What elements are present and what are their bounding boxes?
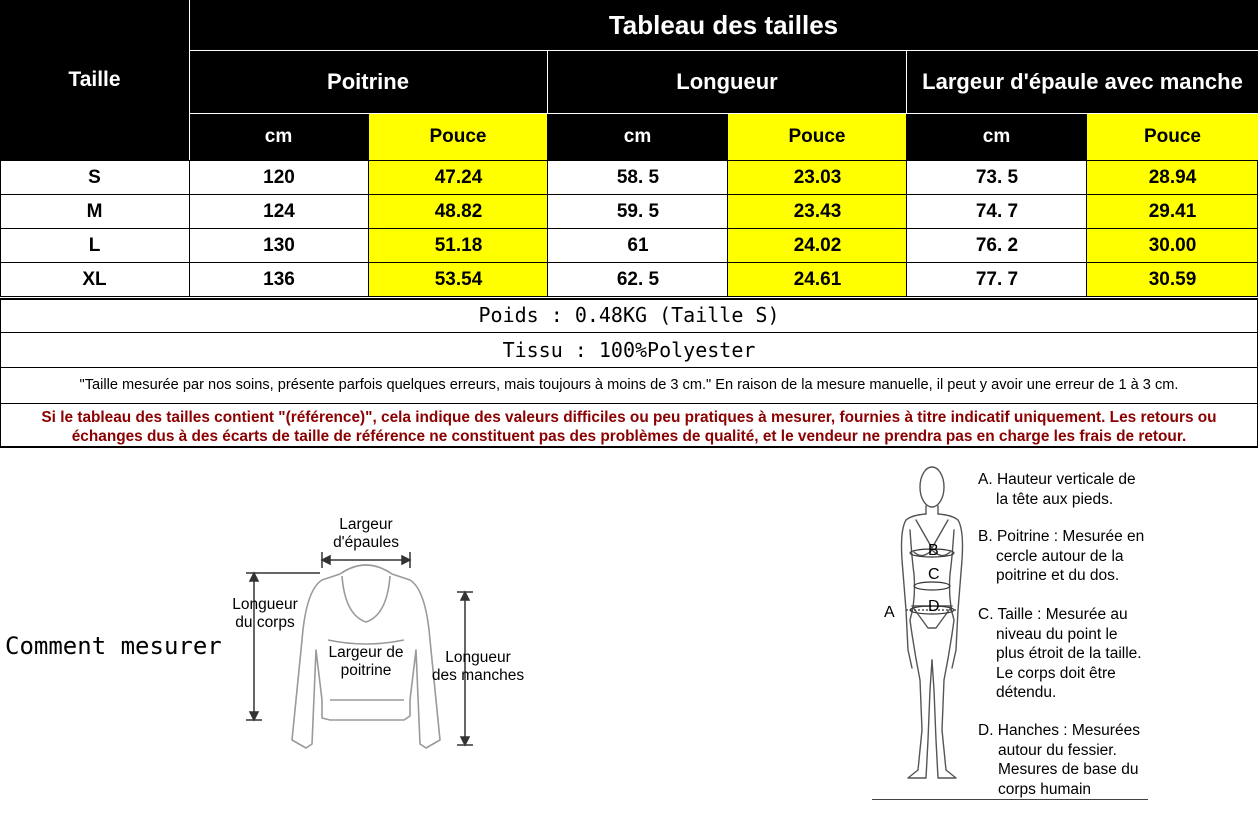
table-cell: 30.00 <box>1087 229 1258 263</box>
table-cell: 124 <box>189 195 369 229</box>
chest-width-label: Largeur de poitrine <box>328 644 404 679</box>
measure-note: "Taille mesurée par nos soins, présente parfois quelques erreurs, mais toujours à moins de 3 cm." En raison de la mesure manuelle, il peut y avoir une erreur de 1 à 3 cm. <box>79 377 1179 393</box>
table-cell: 136 <box>189 263 369 297</box>
size-header: Taille <box>0 0 189 160</box>
sleeve-length-label: Longueur des manches <box>431 649 525 684</box>
size-cell: M <box>0 195 189 229</box>
group-header-length: Longueur <box>548 51 906 113</box>
unit-header: Pouce <box>1087 114 1258 160</box>
weight-note: Poids : 0.48KG (Taille S) <box>478 303 780 327</box>
mark-d: D <box>928 598 940 615</box>
guide-c-text: C. Taille : Mesurée au niveau du point le plus étroit de la taille. Le corps doit être détendu. <box>978 606 1142 701</box>
unit-header: Pouce <box>369 114 547 160</box>
table-cell: 23.03 <box>728 161 907 195</box>
guide-b-text: B. Poitrine : Mesurée en cercle autour de la poitrine et du dos. <box>978 528 1145 584</box>
unit-header: cm <box>189 114 368 160</box>
unit-header: cm <box>548 114 727 160</box>
mark-c: C <box>928 566 940 583</box>
table-cell: 120 <box>189 161 369 195</box>
mark-a: A <box>884 604 895 621</box>
size-cell: S <box>0 161 189 195</box>
table-cell: 130 <box>189 229 369 263</box>
table-title: Tableau des tailles <box>189 0 1258 50</box>
guide-d-text: D. Hanches : Mesurées autour du fessier. Mesures de base du corps humain <box>978 722 1140 798</box>
size-cell: L <box>0 229 189 263</box>
table-cell: 74. 7 <box>907 195 1087 229</box>
guide-a-text: A. Hauteur verticale de la tête aux pieds. <box>978 471 1136 508</box>
table-cell: 58. 5 <box>548 161 728 195</box>
table-cell: 77. 7 <box>907 263 1087 297</box>
unit-header: cm <box>907 114 1086 160</box>
table-cell: 62. 5 <box>548 263 728 297</box>
table-cell: 24.61 <box>728 263 907 297</box>
table-cell: 29.41 <box>1087 195 1258 229</box>
table-cell: 28.94 <box>1087 161 1258 195</box>
fabric-note: Tissu : 100%Polyester <box>502 338 756 362</box>
group-header-chest: Poitrine <box>189 51 547 113</box>
table-cell: 24.02 <box>728 229 907 263</box>
shoulder-width-label: Largeur d'épaules <box>333 516 399 551</box>
table-cell: 23.43 <box>728 195 907 229</box>
table-cell: 48.82 <box>369 195 548 229</box>
divider <box>872 799 1148 800</box>
table-cell: 73. 5 <box>907 161 1087 195</box>
table-cell: 76. 2 <box>907 229 1087 263</box>
table-cell: 61 <box>548 229 728 263</box>
size-cell: XL <box>0 263 189 297</box>
warning-line-2: échanges dus à des écarts de taille de référence ne constituent pas des problèmes de qualité, et le vendeur ne prendra pas en charge les frais de retour. <box>71 428 1187 445</box>
body-length-label: Longueur du corps <box>232 596 298 631</box>
warning-line-1: Si le tableau des tailles contient "(référence)", cela indique des valeurs difficiles ou peu pratiques à mesurer, fournies à titre indicatif uniquement. Les retours ou <box>41 409 1217 426</box>
table-cell: 51.18 <box>369 229 548 263</box>
group-header-shoulder-sleeve: Largeur d'épaule avec manche <box>907 51 1258 113</box>
table-cell: 59. 5 <box>548 195 728 229</box>
table-cell: 47.24 <box>369 161 548 195</box>
body-figure-illustration <box>880 460 970 790</box>
unit-header: Pouce <box>728 114 906 160</box>
mark-b: B <box>928 542 939 559</box>
how-to-measure-title: Comment mesurer <box>5 632 222 660</box>
table-cell: 30.59 <box>1087 263 1258 297</box>
table-cell: 53.54 <box>369 263 548 297</box>
